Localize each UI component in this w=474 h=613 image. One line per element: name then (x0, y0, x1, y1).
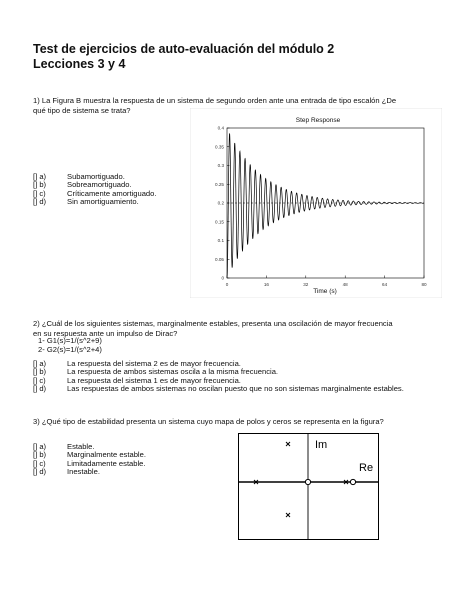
question-2-line-1: 2) ¿Cuál de los siguientes sistemas, marginalmente estables, presenta una oscilación de mayor frecuencia (33, 319, 393, 328)
q3-option-d[interactable]: [] d) Inestable. (33, 467, 100, 477)
axis-label-re: Re (359, 462, 374, 474)
x-tick-label: 32 (303, 282, 309, 287)
question-3-line-1: 3) ¿Qué tipo de estabilidad presenta un sistema cuyo mapa de polos y ceros se representa en la figura? (33, 417, 384, 426)
question-3 (33, 417, 384, 427)
step-response-chart (190, 108, 442, 298)
q3-option-c[interactable]: [] c) Limitadamente estable. (33, 458, 146, 468)
q3-option-b[interactable]: [] b) Marginalmente estable. (33, 450, 146, 460)
zero-marker (350, 479, 355, 484)
question-3-options (33, 443, 146, 477)
x-tick-label: 64 (382, 282, 388, 287)
y-tick-label: 0.1 (217, 238, 224, 244)
question-1-line-1: 1) La Figura B muestra la respuesta de un sistema de segundo orden ante una entrada de tipo escalón ¿De (33, 96, 397, 105)
question-2-options (33, 360, 404, 394)
y-tick-label: 0.25 (215, 181, 224, 187)
title-line-2: Lecciones 3 y 4 (33, 57, 126, 71)
pole-zero-map (238, 433, 379, 540)
q1-option-a[interactable]: [] a) Subamortiguado. (33, 172, 125, 181)
y-tick-label: 0 (221, 275, 224, 281)
chart-title: Step Response (295, 117, 341, 124)
transfer-function-g2: 2- G2(s)=1/(s^2+4) (38, 344, 102, 354)
q3-option-a[interactable]: [] a) Estable. (33, 442, 95, 451)
x-tick-label: 48 (342, 282, 348, 287)
y-tick-label: 0.15 (215, 219, 224, 225)
y-tick-label: 0.05 (215, 256, 224, 262)
q1-option-b[interactable]: [] b) Sobreamortiguado. (33, 180, 132, 190)
y-tick-label: 0.4 (217, 125, 224, 131)
question-2-line-2: en su respuesta ante un impulso de Dirac? (33, 328, 178, 338)
q1-option-d[interactable]: [] d) Sin amortiguamiento. (33, 197, 139, 207)
q2-option-c[interactable]: [] c) La respuesta del sistema 1 es de mayor frecuencia. (33, 375, 241, 385)
document-title (33, 42, 334, 72)
q1-option-c[interactable]: [] c) Críticamente amortiguado. (33, 188, 157, 198)
y-tick-label: 0.3 (217, 163, 224, 169)
q2-option-a[interactable]: [] a) La respuesta del sistema 2 es de mayor frecuencia. (33, 359, 241, 368)
pole-zero-frame (239, 434, 379, 540)
transfer-function-g1: 1- G1(s)=1/(s^2+9) (38, 336, 102, 345)
question-1-line-2: qué tipo de sistema se trata? (33, 105, 131, 115)
zero-marker (305, 479, 310, 484)
x-tick-label: 0 (225, 282, 229, 287)
q2-option-b[interactable]: [] b) La respuesta de ambos sistemas oscila a la misma frecuencia. (33, 367, 279, 377)
chart-xlabel: Time (s) (313, 288, 337, 295)
transfer-functions (38, 337, 102, 354)
q2-option-d[interactable]: [] d) Las respuestas de ambos sistemas no oscilan puesto que no son sistemas marginalmente estables. (33, 384, 404, 394)
x-tick-label: 16 (263, 282, 269, 287)
question-1-options (33, 173, 156, 207)
x-tick-label: 80 (421, 282, 427, 287)
title-line-1: Test de ejercicios de auto-evaluación del módulo 2 (33, 42, 335, 56)
y-tick-label: 0.2 (217, 200, 224, 206)
y-tick-label: 0.35 (215, 144, 224, 150)
axis-label-im: Im (315, 439, 328, 451)
